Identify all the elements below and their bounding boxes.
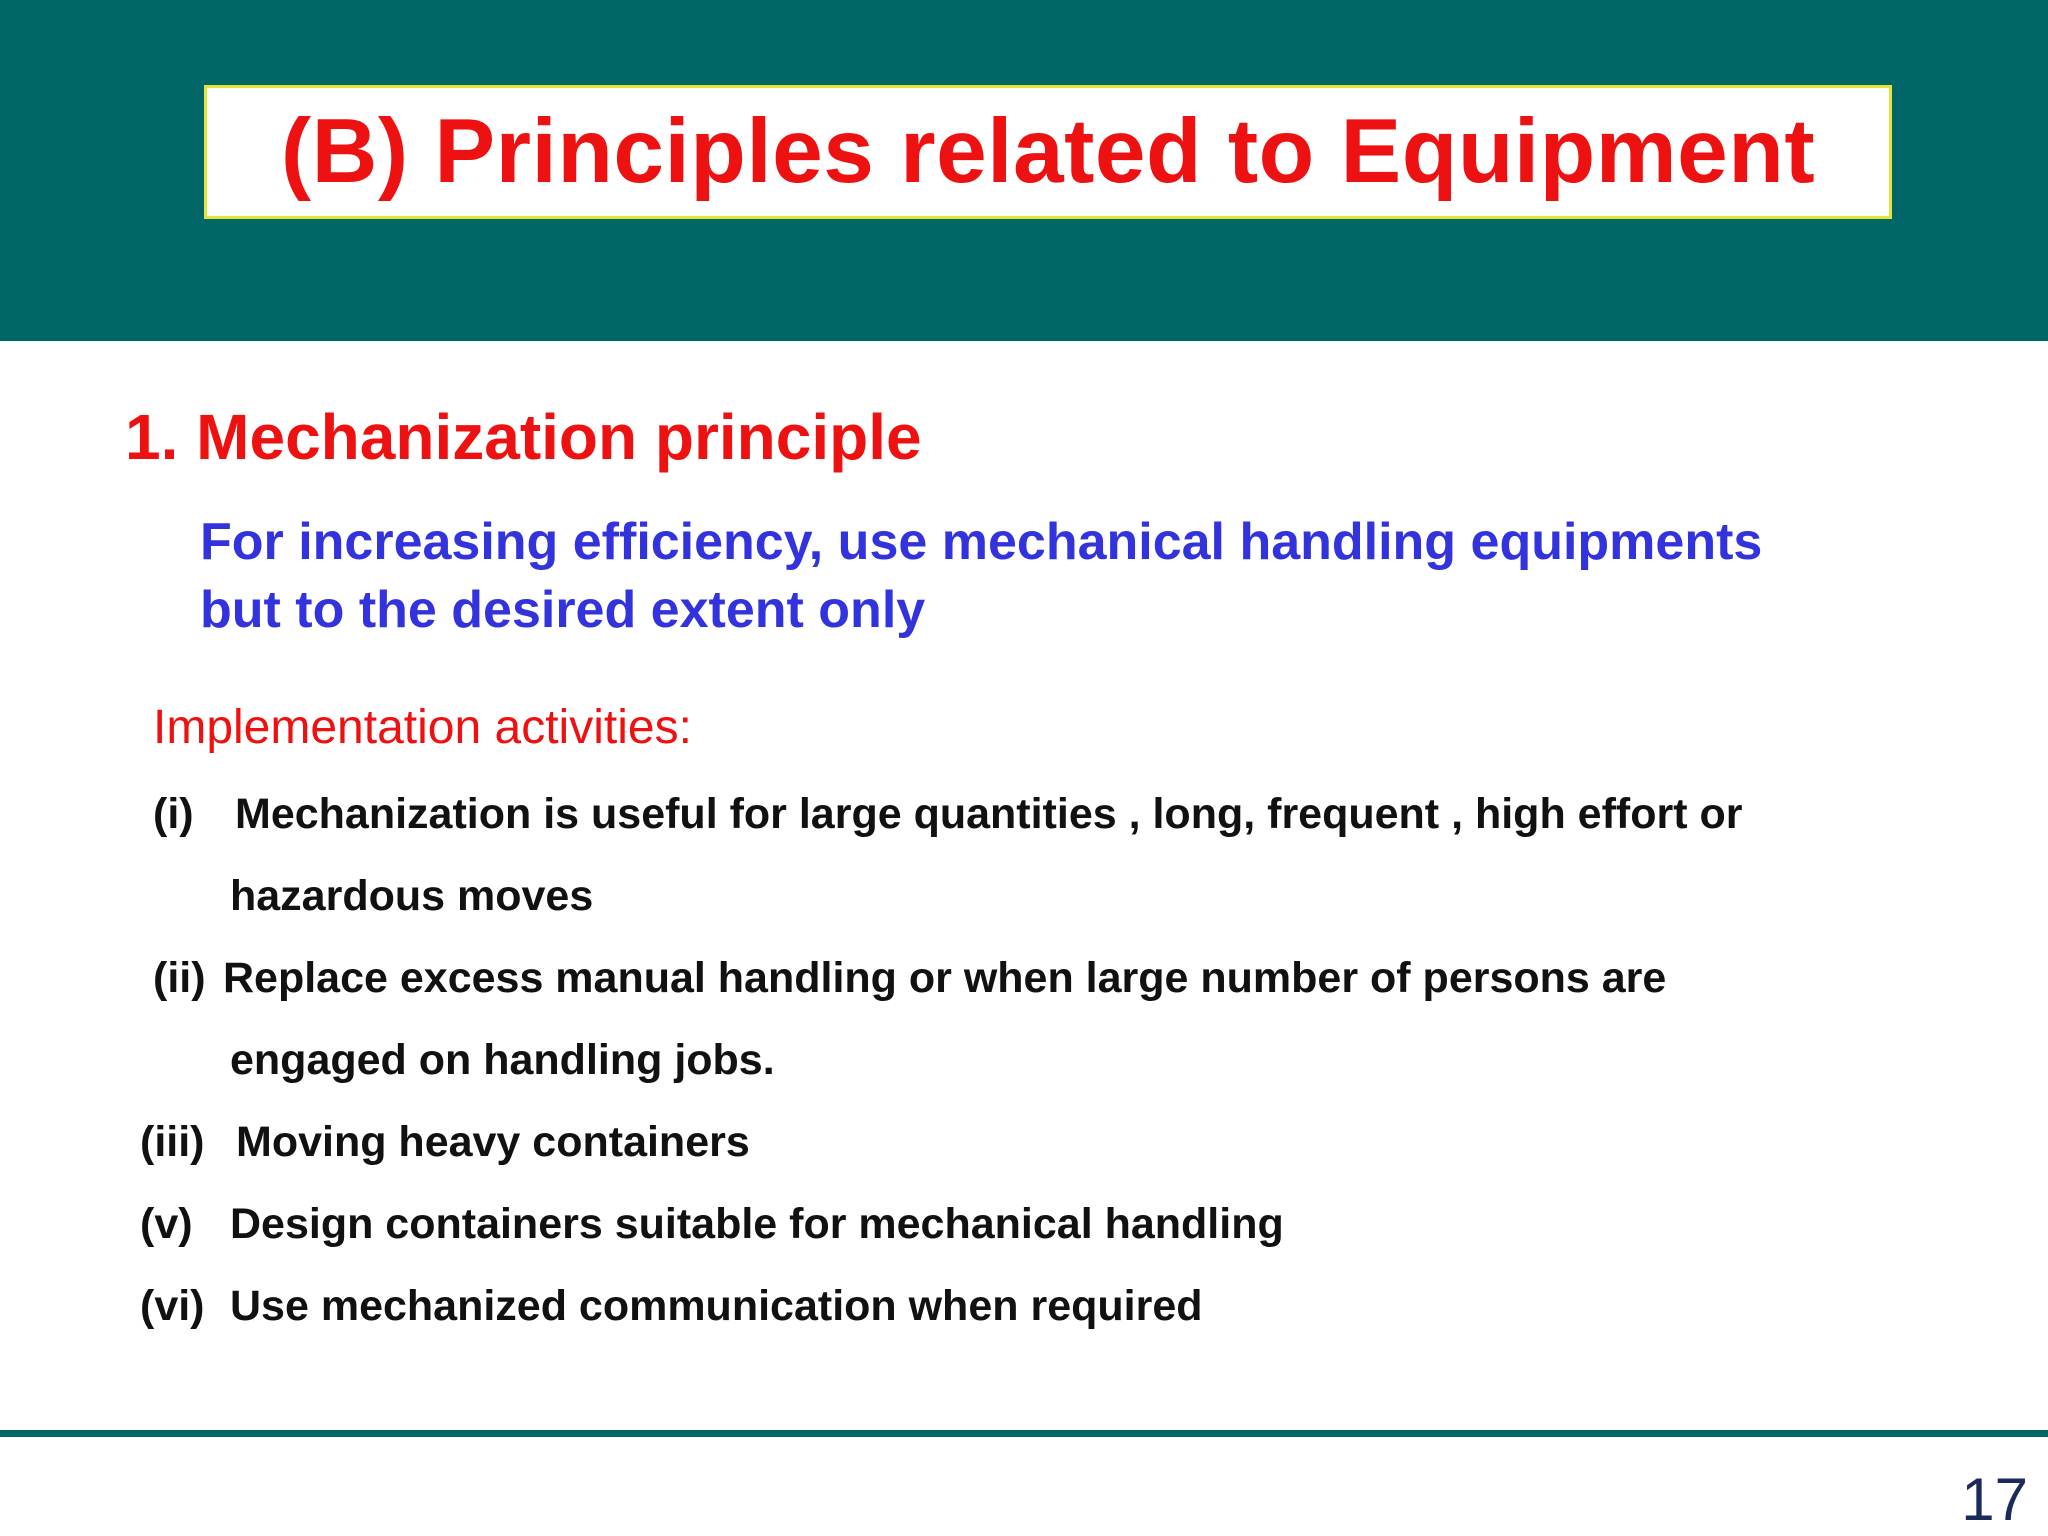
activity-continuation: hazardous moves	[230, 872, 594, 920]
activity-number: (v)	[140, 1200, 193, 1248]
activity-text: Mechanization is useful for large quantities , long, frequent , high effort or	[235, 790, 1743, 838]
implementation-label: Implementation activities:	[153, 701, 692, 754]
activity-number: (iii)	[140, 1118, 205, 1166]
principle-description-line: For increasing efficiency, use mechanical handling equipments	[200, 513, 1763, 571]
activity-text: Design containers suitable for mechanical handling	[230, 1200, 1284, 1248]
principle-description-line: but to the desired extent only	[200, 581, 926, 639]
footer-divider	[0, 1430, 2048, 1437]
activity-number: (ii)	[153, 954, 206, 1002]
slide-title: (B) Principles related to Equipment	[280, 101, 1816, 202]
page-number: 17	[1961, 1466, 2028, 1533]
activity-number: (i)	[153, 790, 194, 838]
activity-text: Use mechanized communication when required	[230, 1282, 1203, 1330]
activity-number: (vi)	[140, 1282, 205, 1330]
principle-heading: 1. Mechanization principle	[125, 401, 922, 473]
activity-text: Replace excess manual handling or when large number of persons are	[223, 954, 1667, 1002]
principle-description	[200, 508, 2000, 644]
activity-continuation: engaged on handling jobs.	[230, 1036, 775, 1084]
title-box	[204, 85, 1892, 219]
activity-text: Moving heavy containers	[236, 1118, 750, 1166]
